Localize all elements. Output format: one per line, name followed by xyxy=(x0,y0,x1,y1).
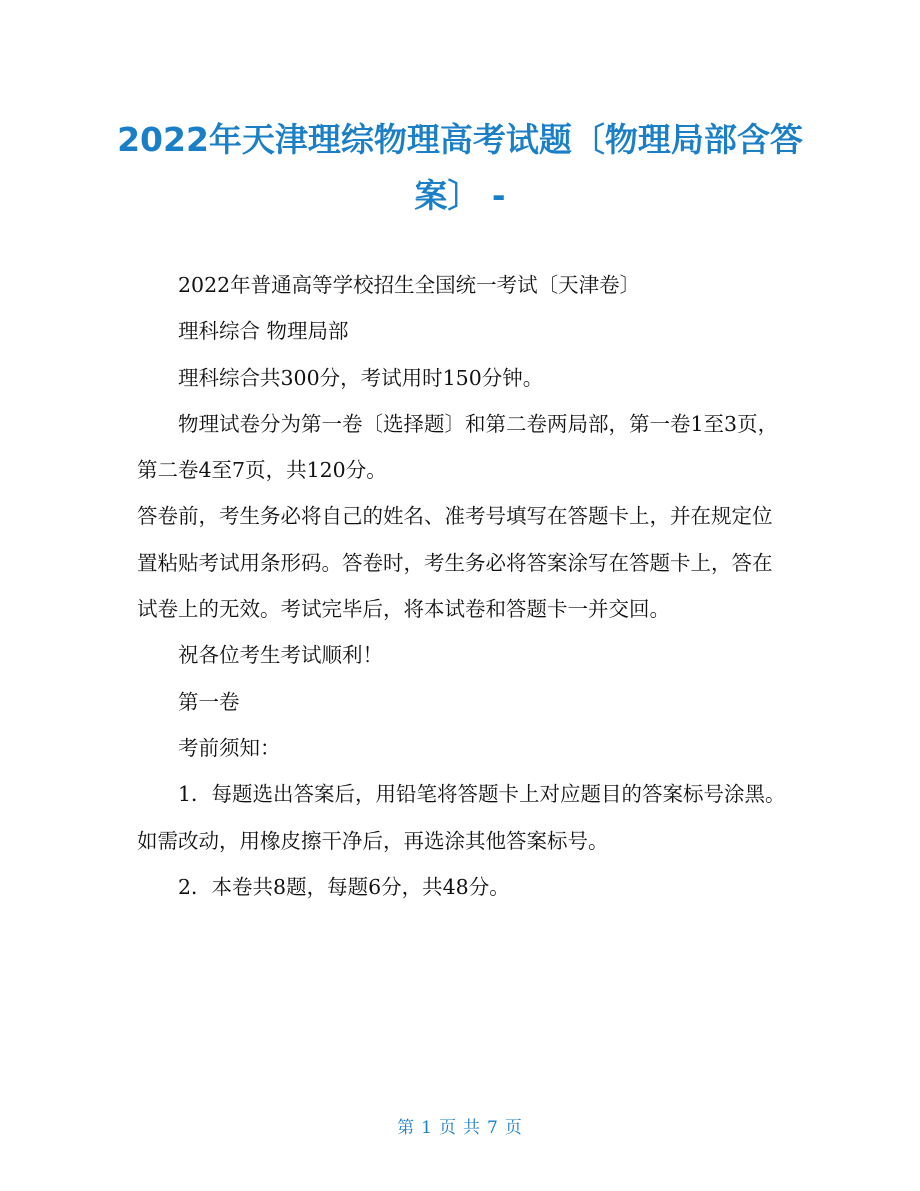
footer-page-number: 1 xyxy=(421,1118,433,1138)
document-title: 2022年天津理综物理高考试题〔物理局部含答案〕 - xyxy=(117,120,803,215)
note-item-2: 2．本卷共8题，每题6分，共48分。 xyxy=(178,874,510,899)
section-heading: 理科综合 物理局部 xyxy=(178,319,349,344)
footer-total-pages: 7 xyxy=(487,1118,499,1138)
footer-prefix: 第 xyxy=(397,1118,416,1138)
instructions-paragraph: 答卷前，考生务必将自己的姓名、准考号填写在答题卡上，并在规定位置粘贴考试用条形码。答卷时，考生务必将答案涂写在答题卡上，答在试卷上的无效。考试完毕后，将本试卷和答题卡一并交回。 xyxy=(137,504,773,622)
volume-heading: 第一卷 xyxy=(178,689,240,714)
exam-name-line: 2022年普通高等学校招生全国统一考试〔天津卷〕 xyxy=(178,273,641,297)
note-item-1: 1．每题选出答案后，用铅笔将答题卡上对应题目的答案标号涂黑。如需改动，用橡皮擦干净后，再选涂其他答案标号。 xyxy=(137,782,786,853)
good-luck-line: 祝各位考生考试顺利！ xyxy=(178,643,383,668)
score-time-line: 理科综合共300分，考试用时150分钟。 xyxy=(178,365,544,390)
footer-suffix: 页 xyxy=(504,1118,523,1138)
footer-total-label: 共 xyxy=(463,1118,481,1138)
notes-heading: 考前须知： xyxy=(178,735,281,760)
paper-structure-paragraph: 物理试卷分为第一卷〔选择题〕和第二卷两局部，第一卷1至3页，第二卷4至7页，共120分。 xyxy=(137,411,779,483)
footer-page-label: 页 xyxy=(439,1118,457,1138)
page-footer xyxy=(0,1113,920,1138)
document-body xyxy=(137,262,787,910)
